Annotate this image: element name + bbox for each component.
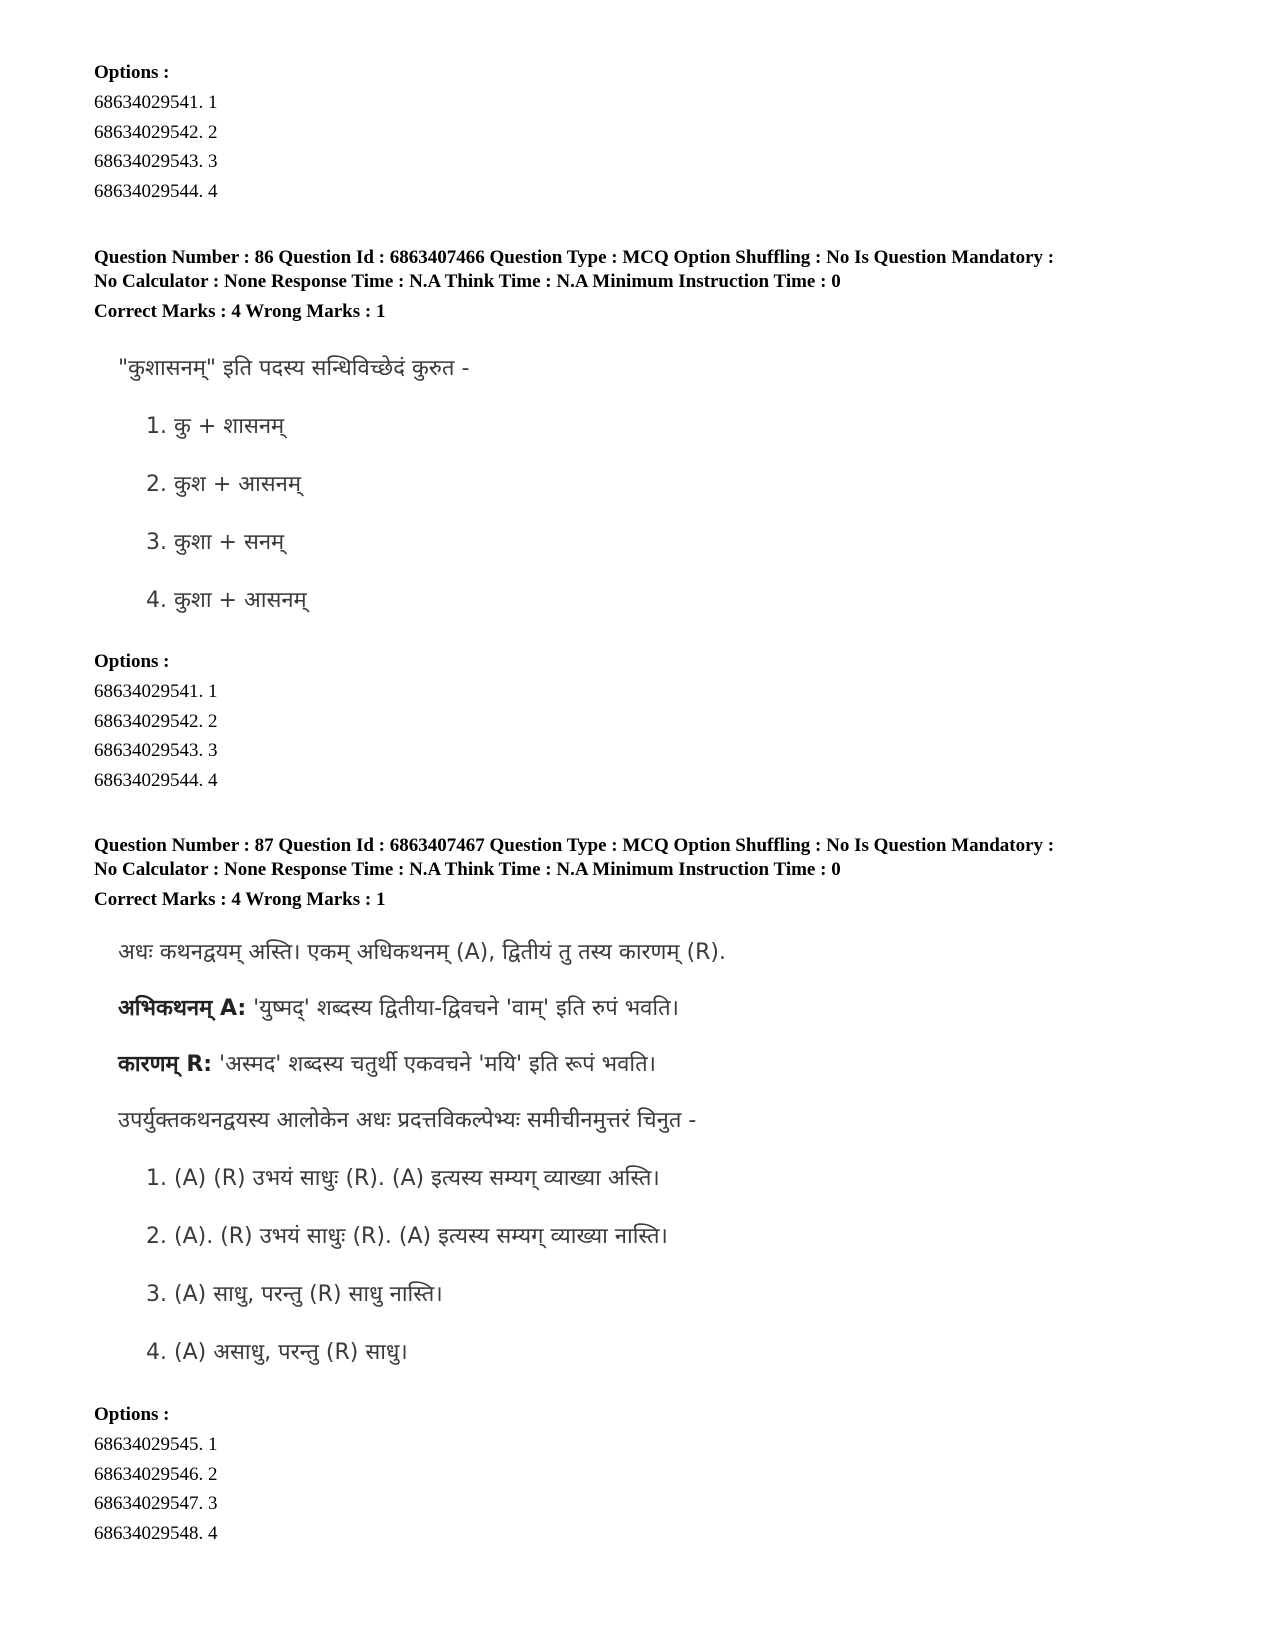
- option-item: 68634029543. 3: [94, 740, 218, 761]
- question-choice: 2. कुश + आसनम्: [146, 472, 301, 497]
- question-86-meta: [94, 246, 1054, 324]
- options-title: Options :: [94, 651, 170, 672]
- question-reason: [118, 1048, 656, 1078]
- question-meta-line: Question Number : 86 Question Id : 6863407466 Question Type : MCQ Option Shuffling : No Is Question Mandatory :: [94, 247, 1055, 268]
- question-86-image: [118, 352, 818, 622]
- question-intro: अधः कथनद्वयम् अस्ति। एकम् अधिकथनम् (A), द्वितीयं तु तस्य कारणम् (R).: [118, 940, 727, 965]
- question-instruction: उपर्युक्तकथनद्वयस्य आलोकेन अधः प्रदत्तविकल्पेभ्यः समीचीनमुत्तरं चिनुत -: [118, 1108, 697, 1133]
- question-choice: 4. कुशा + आसनम्: [146, 588, 307, 613]
- question-meta-line: Question Number : 87 Question Id : 6863407467 Question Type : MCQ Option Shuffling : No Is Question Mandatory :: [94, 835, 1055, 856]
- option-item: 68634029546. 2: [94, 1463, 218, 1485]
- question-choice: 1. (A) (R) उभयं साधुः (R). (A) इत्यस्य सम्यग् व्याख्या अस्ति।: [146, 1166, 660, 1191]
- options-title: Options :: [94, 62, 170, 83]
- option-item: 68634029548. 4: [94, 1522, 218, 1544]
- option-item: 68634029544. 4: [94, 180, 218, 202]
- question-stem: "कुशासनम्" इति पदस्य सन्धिविच्छेदं कुरुत -: [118, 356, 470, 381]
- question-87-options: [94, 1400, 218, 1548]
- option-item: 68634029541. 1: [94, 681, 218, 702]
- option-item: 68634029544. 4: [94, 769, 218, 791]
- question-87-meta: [94, 834, 1054, 912]
- option-item: 68634029541. 1: [94, 92, 218, 113]
- option-item: 68634029545. 1: [94, 1434, 218, 1455]
- question-meta-line: No Calculator : None Response Time : N.A Think Time : N.A Minimum Instruction Time : 0: [94, 271, 841, 292]
- question-meta-line: No Calculator : None Response Time : N.A Think Time : N.A Minimum Instruction Time : 0: [94, 859, 841, 880]
- option-item: 68634029547. 3: [94, 1493, 218, 1514]
- option-item: 68634029543. 3: [94, 151, 218, 172]
- question-choice: 3. कुशा + सनम्: [146, 530, 285, 555]
- question-marks: Correct Marks : 4 Wrong Marks : 1: [94, 301, 386, 322]
- assertion-text: 'युष्मद्' शब्दस्य द्वितीया-द्विवचने 'वाम्' इति रुपं भवति।: [246, 996, 679, 1021]
- question-marks: Correct Marks : 4 Wrong Marks : 1: [94, 889, 386, 910]
- assertion-label: अभिकथनम् A:: [118, 996, 247, 1021]
- question-assertion: [118, 992, 679, 1022]
- top-options-section: [94, 58, 218, 206]
- question-choice: 4. (A) असाधु, परन्तु (R) साधु।: [146, 1340, 408, 1365]
- option-item: 68634029542. 2: [94, 710, 218, 732]
- question-86-options: [94, 647, 218, 795]
- question-choice: 3. (A) साधु, परन्तु (R) साधु नास्ति।: [146, 1282, 443, 1307]
- question-87-image: [118, 936, 1018, 1366]
- reason-label: कारणम् R:: [118, 1052, 213, 1077]
- options-title: Options :: [94, 1404, 170, 1425]
- question-choice: 1. कु + शासनम्: [146, 414, 285, 439]
- reason-text: 'अस्मद' शब्दस्य चतुर्थी एकवचने 'मयि' इति रूपं भवति।: [212, 1052, 656, 1077]
- option-item: 68634029542. 2: [94, 121, 218, 143]
- question-choice: 2. (A). (R) उभयं साधुः (R). (A) इत्यस्य सम्यग् व्याख्या नास्ति।: [146, 1224, 668, 1249]
